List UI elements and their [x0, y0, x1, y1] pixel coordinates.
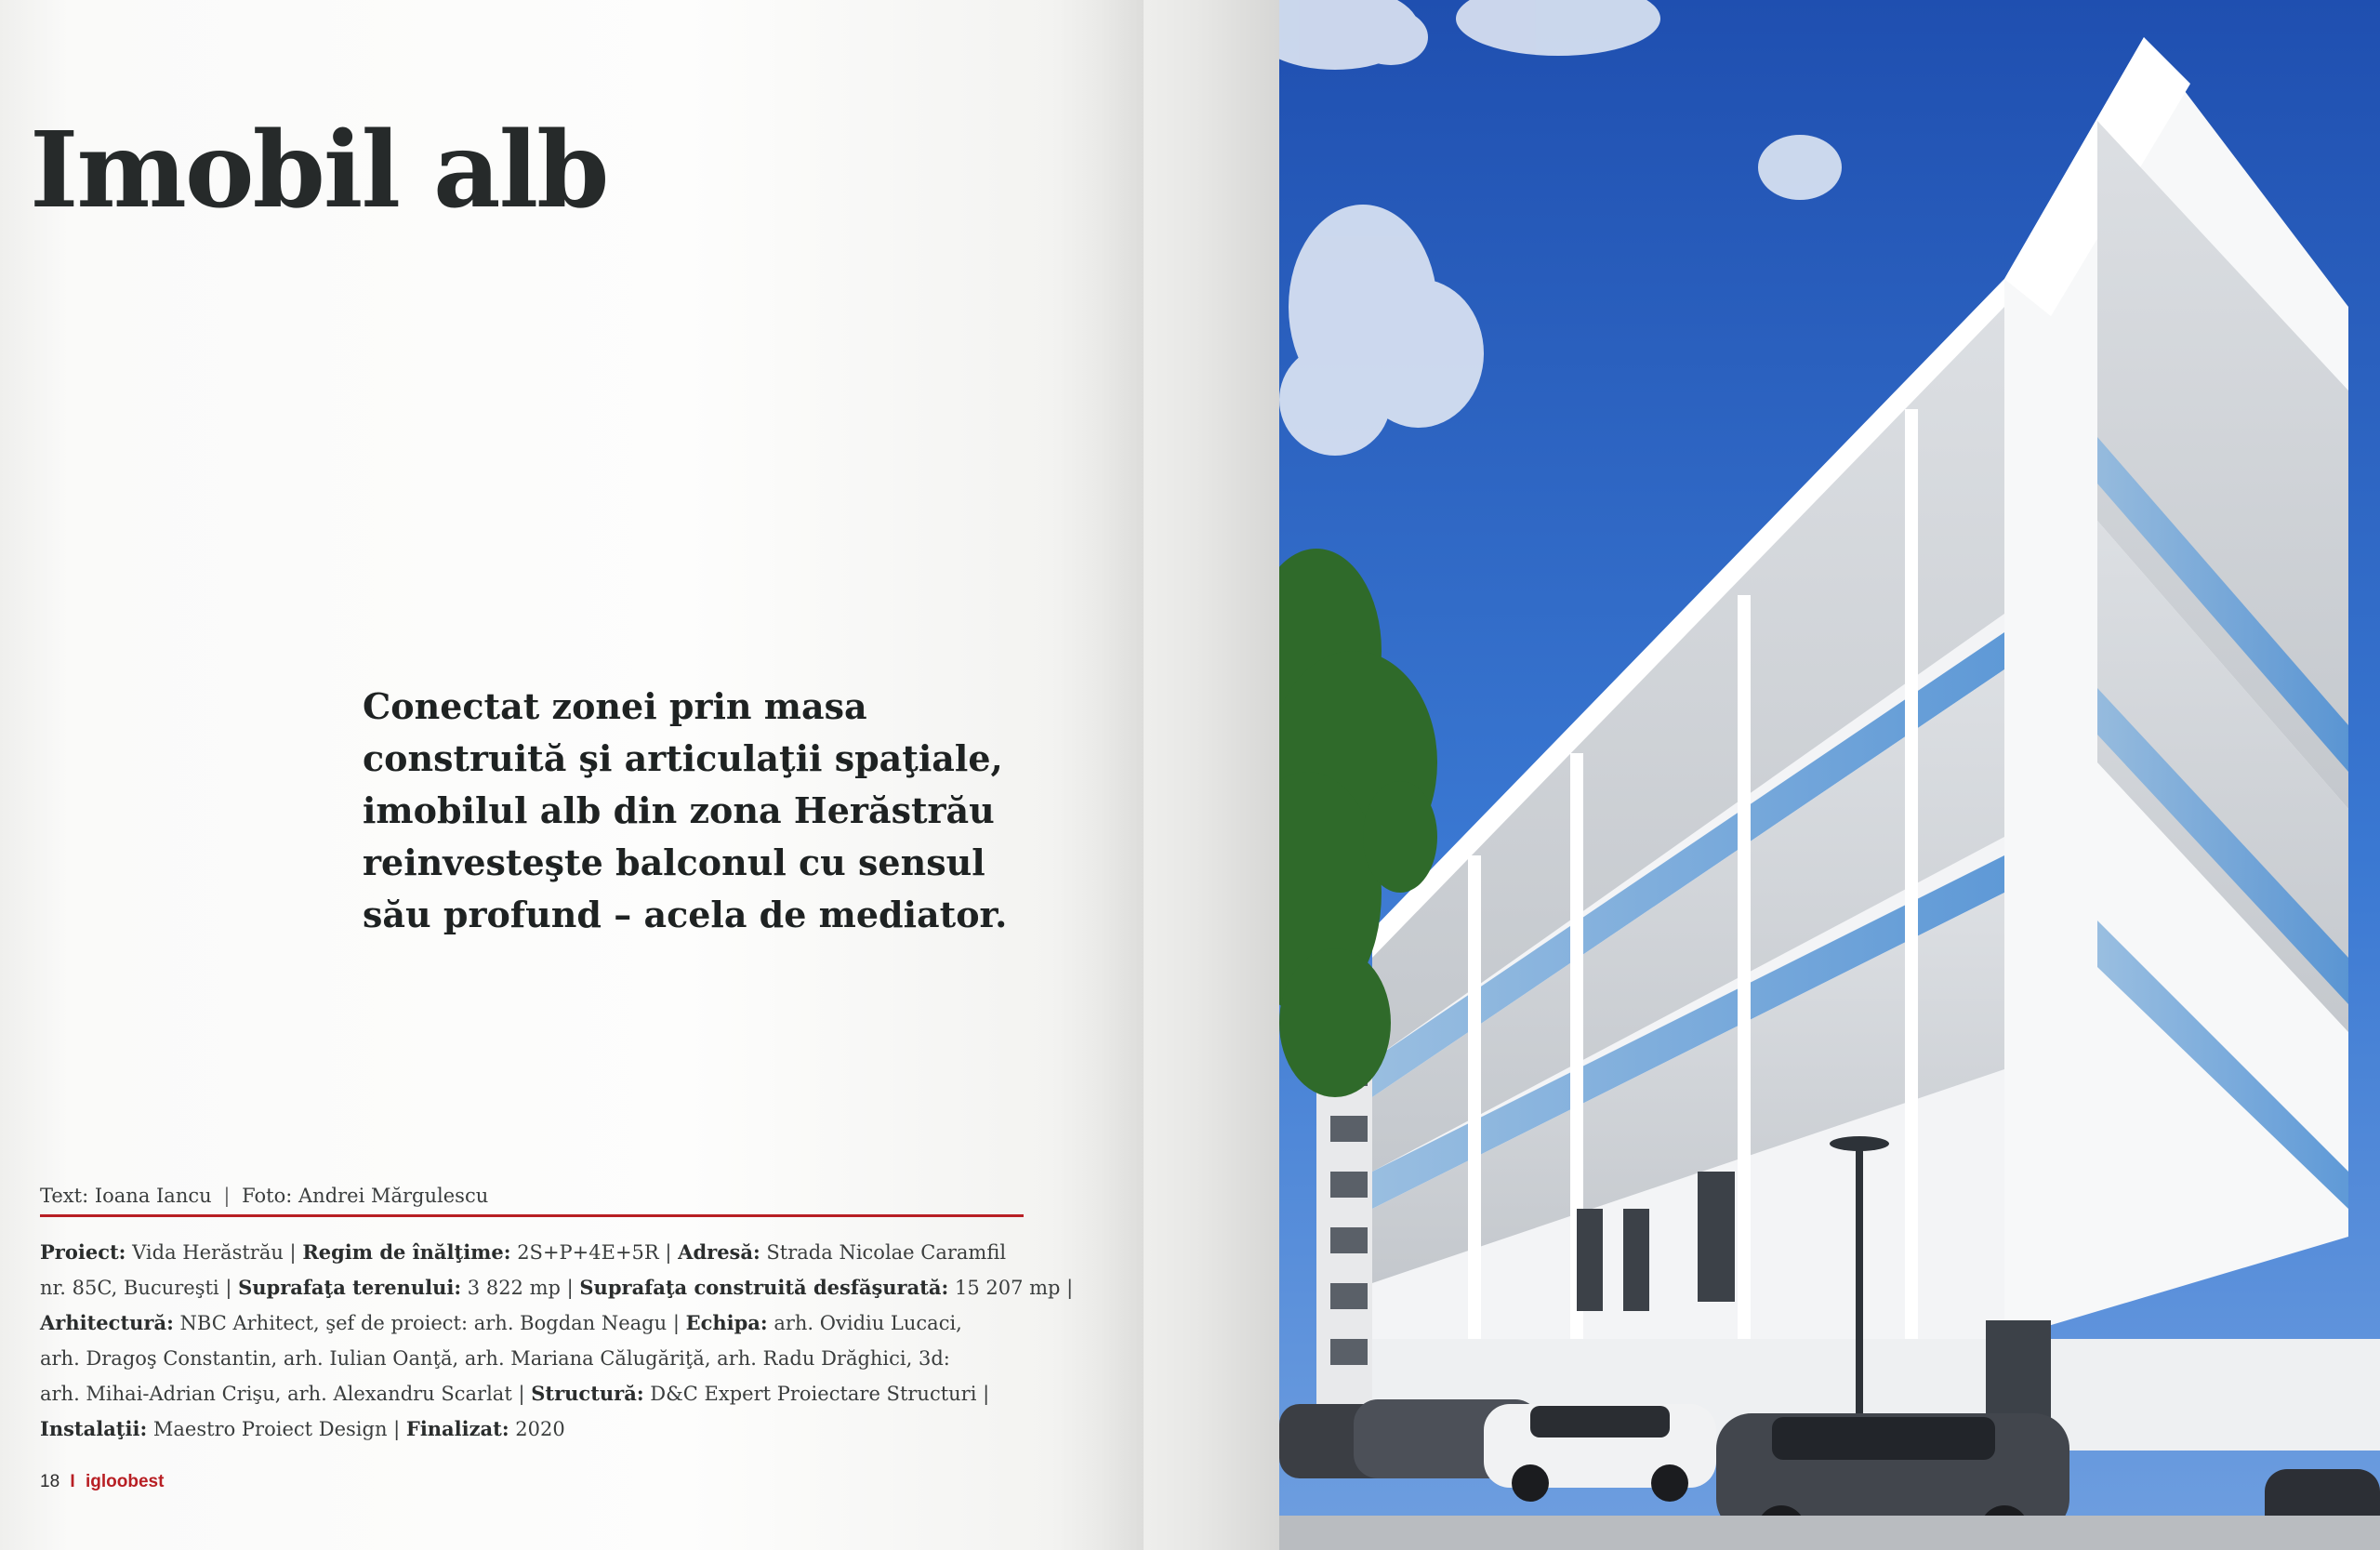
- lead-line: reinvesteşte balconul cu sensul: [363, 841, 985, 883]
- page-number: 18: [40, 1472, 60, 1491]
- details-line: [40, 1376, 1044, 1411]
- author-credit: Text: Ioana Iancu: [40, 1185, 212, 1207]
- lead-line: imobilul alb din zona Herăstrău: [363, 789, 995, 831]
- detail-label: Structură:: [531, 1382, 644, 1405]
- detail-value: 3 822 mp |: [461, 1277, 580, 1299]
- detail-value: NBC Arhitect, şef de proiect: arh. Bogdan Neagu |: [173, 1312, 686, 1334]
- detail-label: Arhitectură:: [40, 1311, 174, 1334]
- byline: [40, 1185, 488, 1207]
- detail-value: arh. Ovidiu Lucaci,: [767, 1312, 962, 1334]
- details-line: [40, 1341, 1044, 1376]
- lead-line: construită şi articulaţii spaţiale,: [363, 737, 1003, 779]
- details-line: [40, 1270, 1074, 1305]
- detail-value: 15 207 mp |: [948, 1277, 1074, 1299]
- detail-label: Finalizat:: [405, 1417, 509, 1440]
- detail-label: Proiect:: [40, 1240, 126, 1264]
- detail-label: Suprafaţa terenului:: [238, 1276, 462, 1299]
- red-divider: [40, 1214, 1024, 1217]
- details-line: [40, 1305, 1044, 1341]
- photo-credit: Foto: Andrei Mărgulescu: [242, 1185, 489, 1207]
- detail-value: D&C Expert Proiectare Structuri |: [643, 1383, 990, 1405]
- detail-value: 2020: [509, 1418, 565, 1440]
- byline-separator: |: [223, 1185, 231, 1207]
- building-photo-illustration: [1279, 0, 2380, 1550]
- magazine-brand: igloobest: [85, 1472, 165, 1491]
- lead-line: Conectat zonei prin masa: [363, 685, 867, 727]
- lead-line: său profund – acela de mediator.: [363, 894, 1008, 935]
- page-gutter-shadow: [1097, 0, 1279, 1550]
- article-title: Imobil alb: [30, 110, 608, 232]
- detail-value: 2S+P+4E+5R |: [510, 1241, 679, 1264]
- detail-label: Echipa:: [685, 1311, 768, 1334]
- left-page: [0, 0, 1144, 1550]
- pavement: [1279, 1516, 2380, 1550]
- building-photo: [1279, 0, 2380, 1550]
- article-lead: [363, 681, 1088, 941]
- details-line: [40, 1411, 1044, 1447]
- detail-value: arh. Dragoş Constantin, arh. Iulian Oanţă, arh. Mariana Călugăriţă, arh. Radu Drăghici, 3d:: [40, 1347, 950, 1370]
- details-line: [40, 1235, 1044, 1270]
- detail-value: Vida Herăstrău |: [126, 1241, 303, 1264]
- detail-label: Regim de înălţime:: [302, 1240, 511, 1264]
- detail-value: Maestro Proiect Design |: [147, 1418, 406, 1440]
- page-footer: [40, 1472, 164, 1492]
- project-details: [40, 1235, 1074, 1447]
- detail-label: Adresă:: [678, 1240, 760, 1264]
- detail-label: Suprafaţa construită desfăşurată:: [579, 1276, 949, 1299]
- detail-value: Strada Nicolae Caramfil: [760, 1241, 1007, 1264]
- detail-label: Instalaţii:: [40, 1417, 148, 1440]
- detail-value: arh. Mihai-Adrian Crişu, arh. Alexandru Scarlat |: [40, 1383, 532, 1405]
- detail-value: nr. 85C, Bucureşti |: [40, 1277, 239, 1299]
- footer-separator: I: [70, 1472, 75, 1491]
